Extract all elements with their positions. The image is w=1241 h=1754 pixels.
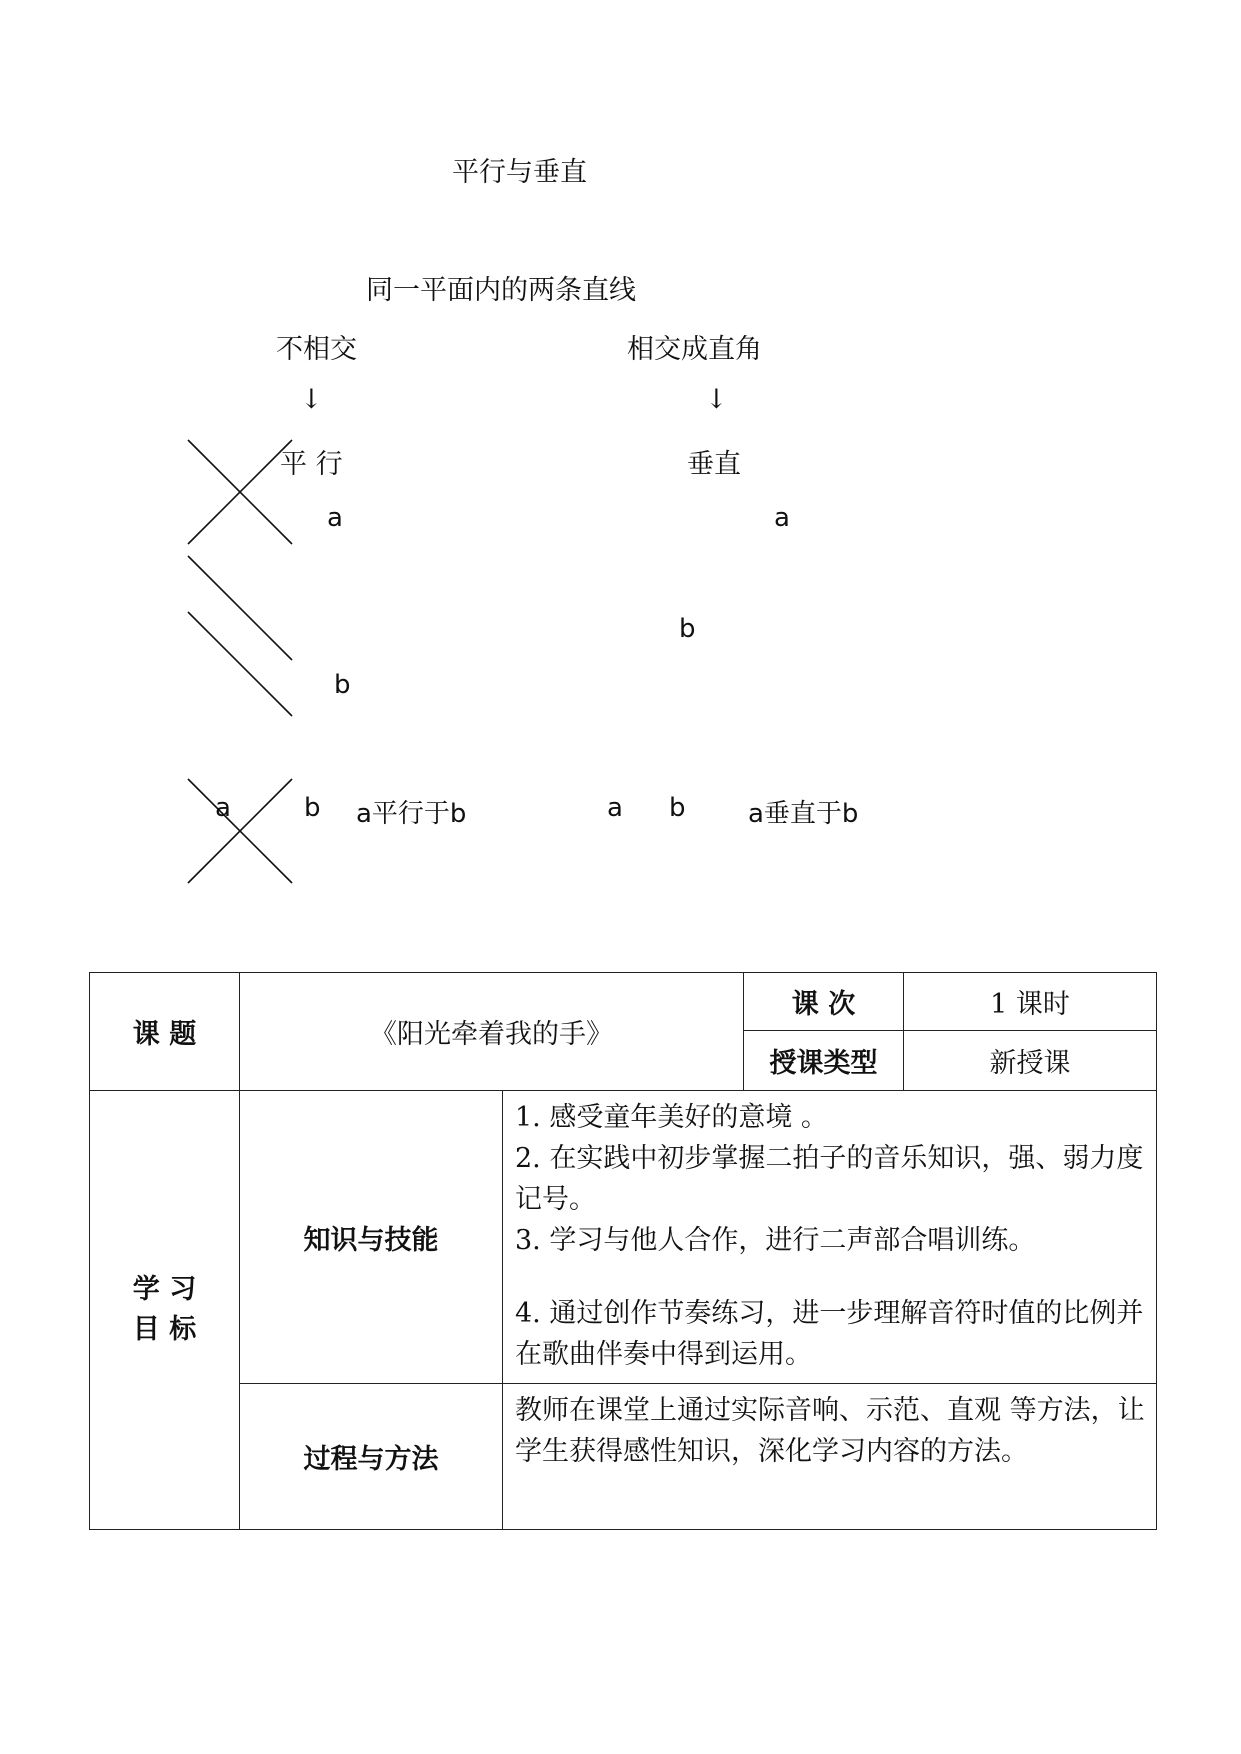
bottom-label-b1: b [304,793,321,823]
down-arrow-icon: ↓ [705,384,728,415]
parallel-line-b [188,612,292,716]
knowledge-item: 2. 在实践中初步掌握二拍子的音乐知识，强、弱力度记号。 [515,1143,1144,1215]
knowledge-item: 3. 学习与他人合作，进行二声部合唱训练。 [515,1225,1036,1256]
goals-label-line2: 目 标 [132,1314,197,1345]
type-label: 授课类型 [744,1031,904,1091]
bottom-label-a1: a [215,793,231,823]
session-label: 课 次 [744,973,904,1031]
process-label: 过程与方法 [240,1384,503,1530]
knowledge-label: 知识与技能 [240,1091,503,1384]
goals-label [90,1091,240,1530]
goals-label-line1: 学 习 [132,1274,197,1305]
topic-value: 《阳光牵着我的手》 [240,973,744,1091]
session-value: 1 课时 [904,973,1157,1031]
left-branch-label: 不相交 [276,334,357,365]
type-value: 新授课 [904,1031,1157,1091]
line-label-b-left: b [334,670,351,700]
perpendicular-statement: a垂直于b [748,799,859,829]
process-content [503,1384,1157,1530]
right-branch-label: 相交成直角 [627,334,762,365]
knowledge-content [503,1091,1157,1384]
parallel-label: 平 行 [280,449,343,480]
parallel-line-a [188,556,292,660]
lesson-plan-table [89,972,1157,1530]
knowledge-item: 1. 感受童年美好的意境 。 [515,1102,828,1133]
process-text: 教师在课堂上通过实际音响、示范、直观 等方法，让学生获得感性知识，深化学习内容的方法。 [515,1395,1145,1467]
parallel-statement: a平行于b [356,799,467,829]
bottom-label-a2: a [607,793,623,823]
topic-label: 课 题 [90,973,240,1091]
bottom-label-b2: b [669,793,686,823]
perpendicular-label: 垂直 [687,449,741,480]
line-label-a-right: a [774,503,790,533]
line-label-b-right: b [679,614,696,644]
line-label-a-left: a [327,503,343,533]
diagram-subtitle: 同一平面内的两条直线 [366,275,636,306]
down-arrow-icon: ↓ [300,384,323,415]
knowledge-item: 4. 通过创作节奏练习，进一步理解音符时值的比例并在歌曲伴奏中得到运用。 [515,1298,1144,1370]
page-title: 平行与垂直 [452,157,587,188]
